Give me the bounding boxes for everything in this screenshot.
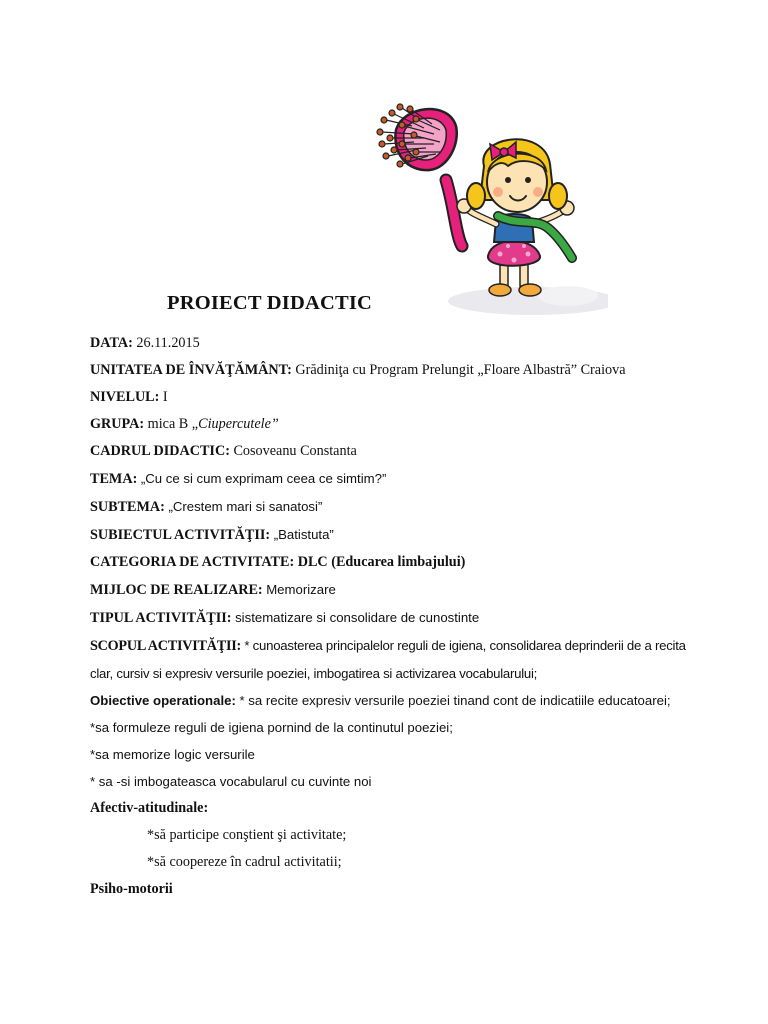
field-value: „Crestem mari si sanatosi” xyxy=(168,499,323,514)
girl-with-brush-illustration xyxy=(368,96,608,318)
field-cadrul xyxy=(90,438,690,465)
field-label: TEMA: xyxy=(90,471,138,487)
objective-item: *sa formuleze reguli de igiena pornind de la continutul poeziei; xyxy=(90,720,453,735)
field-label: MIJLOC DE REALIZARE: xyxy=(90,582,263,598)
field-value: * cunoasterea principalelor reguli de igiena, consolidarea deprinderii de a recita clar, cursiv si expresiv versurile poeziei, imbogatirea si activizarea vocabularului; xyxy=(90,638,686,681)
field-label: SUBIECTUL ACTIVITĂŢII: xyxy=(90,527,271,543)
afectiv-item: *să participe conştient şi activitate; xyxy=(147,827,347,843)
objectives-label: Obiective operationale: xyxy=(90,693,236,708)
field-subiectul xyxy=(90,521,690,549)
field-data xyxy=(90,330,690,357)
field-label: DATA: xyxy=(90,335,133,351)
field-unitatea xyxy=(90,357,690,384)
hairbrush-icon xyxy=(377,104,462,246)
field-value: Memorizare xyxy=(266,582,336,597)
field-value-italic: Ciupercutele” xyxy=(198,416,279,432)
field-label: SCOPUL ACTIVITĂŢII: xyxy=(90,638,241,654)
girl-figure xyxy=(457,139,574,296)
field-categoria xyxy=(90,549,690,576)
field-label: TIPUL ACTIVITĂŢII: xyxy=(90,610,232,626)
field-tema xyxy=(90,465,690,493)
field-label: UNITATEA DE ÎNVĂŢĂMÂNT: xyxy=(90,362,292,378)
field-value: „Batistuta” xyxy=(273,527,334,542)
field-label: SUBTEMA: xyxy=(90,499,165,515)
field-value: I xyxy=(162,389,168,405)
objectives-first: * sa recite expresiv versurile poeziei tinand cont de indicatiile educatoarei; xyxy=(239,693,671,708)
field-label: NIVELUL: xyxy=(90,389,160,405)
field-tipul xyxy=(90,604,690,632)
field-value: Grădiniţa cu Program Prelungit „Floare Albastră” Craiova xyxy=(295,362,626,378)
field-value: „Cu ce si cum exprimam ceea ce simtim?” xyxy=(140,471,387,486)
field-label: CADRUL DIDACTIC: xyxy=(90,443,230,459)
field-label: GRUPA: xyxy=(90,416,145,432)
objective-item: *sa memorize logic versurile xyxy=(90,747,255,762)
field-nivelul xyxy=(90,384,690,411)
field-scopul xyxy=(90,632,690,687)
field-grupa xyxy=(90,411,690,438)
page-title: PROIECT DIDACTIC xyxy=(167,292,373,314)
field-mijloc xyxy=(90,576,690,604)
objectives-block xyxy=(90,687,690,714)
field-value: 26.11.2015 xyxy=(136,335,200,351)
document-body xyxy=(90,330,690,903)
field-value: Cosoveanu Constanta xyxy=(233,443,357,459)
field-subtema xyxy=(90,493,690,521)
afectiv-item: *să coopereze în cadrul activitatii; xyxy=(147,854,342,870)
objective-item: * sa -si imbogateasca vocabularul cu cuvinte noi xyxy=(90,774,372,789)
field-value: mica B „ xyxy=(147,416,199,432)
psiho-label: Psiho-motorii xyxy=(90,881,173,897)
field-value: sistematizare si consolidare de cunostinte xyxy=(235,610,480,625)
field-label: CATEGORIA DE ACTIVITATE: DLC (Educarea limbajului) xyxy=(90,554,466,570)
afectiv-label: Afectiv-atitudinale: xyxy=(90,800,209,816)
